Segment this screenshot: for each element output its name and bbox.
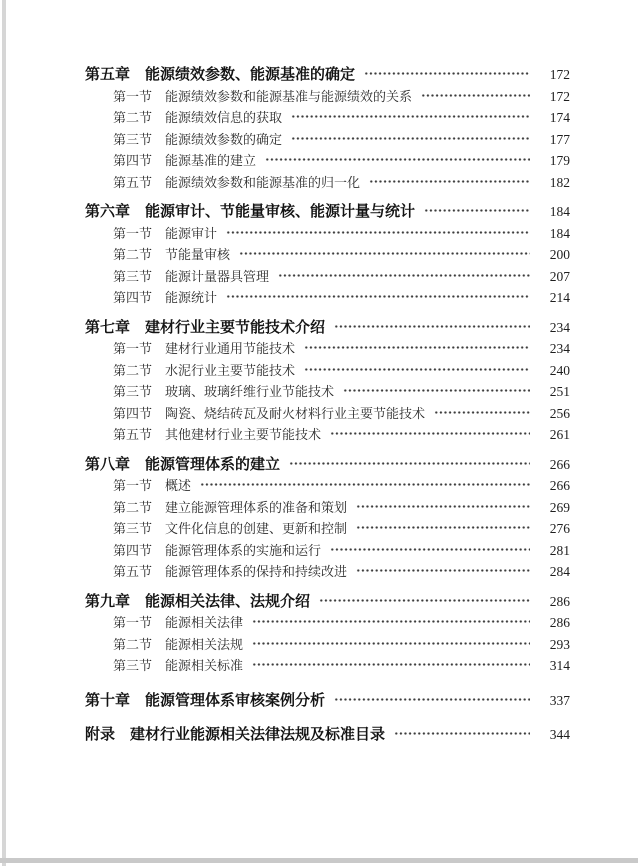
chapter-title: 能源审计、节能量审核、能源计量与统计 bbox=[145, 203, 416, 220]
section-page-number: 261 bbox=[549, 427, 570, 442]
dot-leader bbox=[289, 462, 530, 465]
dot-leader bbox=[434, 411, 530, 414]
section-title: 能源相关标准 bbox=[165, 658, 244, 673]
section-title: 陶瓷、烧结砖瓦及耐火材料行业主要节能技术 bbox=[165, 405, 426, 421]
section-title: 能源基准的建立 bbox=[165, 153, 257, 168]
toc-section-row bbox=[85, 223, 570, 245]
section-page-number: 251 bbox=[549, 384, 570, 399]
dot-leader bbox=[252, 620, 530, 623]
section-label: 第四节 bbox=[113, 153, 153, 168]
section-label: 第一节 bbox=[113, 478, 153, 493]
toc-chapter-row bbox=[85, 724, 570, 746]
section-title: 能源统计 bbox=[165, 290, 218, 305]
section-title: 能源审计 bbox=[165, 225, 218, 241]
toc-chapter-block bbox=[85, 591, 570, 677]
section-title: 能源绩效参数和能源基准的归一化 bbox=[165, 174, 361, 190]
toc-section-row bbox=[85, 634, 570, 656]
dot-leader bbox=[334, 325, 530, 328]
dot-leader bbox=[291, 137, 530, 140]
chapter-page-number: 344 bbox=[549, 727, 570, 742]
toc-chapter-row bbox=[85, 317, 570, 339]
section-title: 概述 bbox=[165, 478, 192, 493]
section-page-number: 256 bbox=[549, 405, 570, 421]
section-title: 其他建材行业主要节能技术 bbox=[165, 427, 322, 442]
section-label: 第三节 bbox=[113, 658, 153, 673]
section-title: 水泥行业主要节能技术 bbox=[165, 362, 296, 378]
section-page-number: 214 bbox=[549, 290, 570, 305]
dot-leader bbox=[252, 642, 530, 645]
toc-chapter-row bbox=[85, 454, 570, 476]
section-page-number: 184 bbox=[549, 225, 570, 241]
section-title: 能源管理体系的保持和持续改进 bbox=[165, 564, 348, 579]
section-label: 第二节 bbox=[113, 247, 153, 262]
section-label: 第二节 bbox=[113, 362, 153, 378]
dot-leader bbox=[424, 209, 530, 212]
section-page-number: 174 bbox=[549, 110, 570, 125]
chapter-label: 第十章 bbox=[85, 691, 131, 709]
section-label: 第一节 bbox=[113, 88, 153, 104]
dot-leader bbox=[394, 732, 530, 735]
dot-leader bbox=[330, 548, 530, 551]
toc-chapter-row bbox=[85, 64, 570, 86]
section-title: 能源计量器具管理 bbox=[165, 268, 270, 284]
toc-chapter-block bbox=[85, 317, 570, 446]
section-label: 第一节 bbox=[113, 341, 153, 356]
chapter-sections bbox=[85, 223, 570, 309]
dot-leader bbox=[343, 389, 530, 392]
section-title: 能源绩效参数的确定 bbox=[165, 131, 283, 147]
chapter-page-number: 286 bbox=[549, 593, 570, 609]
section-page-number: 207 bbox=[549, 268, 570, 284]
chapter-label: 第八章 bbox=[85, 455, 131, 473]
section-label: 第二节 bbox=[113, 110, 153, 125]
scan-edge-left bbox=[2, 0, 6, 866]
section-title: 建材行业通用节能技术 bbox=[165, 341, 296, 356]
dot-leader bbox=[252, 663, 530, 666]
chapter-label: 第六章 bbox=[85, 203, 131, 220]
dot-leader bbox=[319, 599, 530, 602]
toc-section-row bbox=[85, 172, 570, 194]
section-label: 第四节 bbox=[113, 405, 153, 421]
section-title: 节能量审核 bbox=[165, 247, 231, 262]
toc-chapter-row bbox=[85, 201, 570, 223]
toc-chapter-block bbox=[85, 201, 570, 309]
dot-leader bbox=[278, 274, 530, 277]
toc-section-row bbox=[85, 403, 570, 425]
section-page-number: 269 bbox=[549, 499, 570, 515]
section-title: 文件化信息的创建、更新和控制 bbox=[165, 521, 348, 536]
section-page-number: 182 bbox=[549, 174, 570, 190]
section-label: 第一节 bbox=[113, 225, 153, 241]
section-page-number: 240 bbox=[549, 362, 570, 378]
toc-section-row bbox=[85, 287, 570, 309]
dot-leader bbox=[334, 698, 530, 701]
section-label: 第二节 bbox=[113, 499, 153, 515]
toc-chapter-block bbox=[85, 690, 570, 712]
toc-section-row bbox=[85, 475, 570, 497]
chapter-sections bbox=[85, 612, 570, 677]
toc-section-row bbox=[85, 561, 570, 583]
section-label: 第四节 bbox=[113, 290, 153, 305]
toc-section-row bbox=[85, 107, 570, 129]
toc-section-row bbox=[85, 381, 570, 403]
section-page-number: 281 bbox=[549, 542, 570, 558]
toc-section-row bbox=[85, 612, 570, 634]
chapter-sections bbox=[85, 338, 570, 446]
section-page-number: 234 bbox=[549, 341, 570, 356]
chapter-page-number: 337 bbox=[549, 692, 570, 708]
chapter-label: 第五章 bbox=[85, 66, 131, 83]
chapter-sections bbox=[85, 475, 570, 583]
chapter-label: 第九章 bbox=[85, 592, 131, 610]
section-page-number: 177 bbox=[549, 131, 570, 147]
toc-section-row bbox=[85, 150, 570, 172]
dot-leader bbox=[226, 231, 530, 234]
dot-leader bbox=[356, 569, 530, 572]
chapter-page-number: 234 bbox=[549, 319, 570, 335]
section-title: 能源绩效参数和能源基准与能源绩效的关系 bbox=[165, 88, 413, 104]
scan-edge-bottom bbox=[0, 858, 638, 863]
section-title: 能源相关法规 bbox=[165, 636, 244, 652]
chapter-title: 建材行业能源相关法律法规及标准目录 bbox=[130, 726, 386, 743]
dot-leader bbox=[200, 483, 530, 486]
dot-leader bbox=[226, 295, 530, 298]
section-label: 第二节 bbox=[113, 636, 153, 652]
dot-leader bbox=[239, 252, 530, 255]
section-page-number: 200 bbox=[549, 247, 570, 262]
section-label: 第三节 bbox=[113, 131, 153, 147]
toc-section-row bbox=[85, 129, 570, 151]
section-label: 第三节 bbox=[113, 384, 153, 399]
section-page-number: 284 bbox=[549, 564, 570, 579]
dot-leader bbox=[364, 72, 530, 75]
section-label: 第三节 bbox=[113, 521, 153, 536]
section-page-number: 286 bbox=[549, 615, 570, 630]
chapter-page-number: 184 bbox=[549, 204, 570, 219]
chapter-title: 能源绩效参数、能源基准的确定 bbox=[145, 66, 356, 83]
section-label: 第三节 bbox=[113, 268, 153, 284]
dot-leader bbox=[304, 346, 530, 349]
toc-section-row bbox=[85, 518, 570, 540]
toc-section-row bbox=[85, 338, 570, 360]
toc-section-row bbox=[85, 540, 570, 562]
chapter-title: 能源相关法律、法规介绍 bbox=[145, 592, 311, 610]
section-page-number: 172 bbox=[549, 88, 570, 104]
dot-leader bbox=[421, 94, 530, 97]
toc-chapter-block bbox=[85, 454, 570, 583]
section-title: 能源相关法律 bbox=[165, 615, 244, 630]
chapter-page-number: 172 bbox=[549, 67, 570, 82]
dot-leader bbox=[265, 158, 530, 161]
toc-section-row bbox=[85, 655, 570, 677]
chapter-sections bbox=[85, 86, 570, 194]
chapter-label: 第七章 bbox=[85, 318, 131, 336]
toc-section-row bbox=[85, 424, 570, 446]
section-title: 建立能源管理体系的准备和策划 bbox=[165, 499, 348, 515]
section-label: 第四节 bbox=[113, 542, 153, 558]
dot-leader bbox=[356, 505, 530, 508]
toc-list bbox=[85, 64, 570, 746]
toc-section-row bbox=[85, 360, 570, 382]
chapter-page-number: 266 bbox=[549, 456, 570, 472]
section-page-number: 314 bbox=[549, 658, 570, 673]
toc-chapter-block bbox=[85, 724, 570, 746]
section-page-number: 266 bbox=[549, 478, 570, 493]
section-page-number: 293 bbox=[549, 636, 570, 652]
section-label: 第一节 bbox=[113, 615, 153, 630]
section-title: 玻璃、玻璃纤维行业节能技术 bbox=[165, 384, 335, 399]
toc-section-row bbox=[85, 86, 570, 108]
dot-leader bbox=[304, 368, 530, 371]
chapter-title: 能源管理体系审核案例分析 bbox=[145, 691, 326, 709]
chapter-title: 建材行业主要节能技术介绍 bbox=[145, 318, 326, 336]
section-label: 第五节 bbox=[113, 427, 153, 442]
section-page-number: 179 bbox=[549, 153, 570, 168]
section-label: 第五节 bbox=[113, 174, 153, 190]
dot-leader bbox=[356, 526, 530, 529]
toc-section-row bbox=[85, 266, 570, 288]
dot-leader bbox=[291, 115, 530, 118]
toc-chapter-block bbox=[85, 64, 570, 193]
section-title: 能源管理体系的实施和运行 bbox=[165, 542, 322, 558]
section-page-number: 276 bbox=[549, 521, 570, 536]
toc-section-row bbox=[85, 497, 570, 519]
section-label: 第五节 bbox=[113, 564, 153, 579]
toc-chapter-row bbox=[85, 591, 570, 613]
toc-chapter-row bbox=[85, 690, 570, 712]
section-title: 能源绩效信息的获取 bbox=[165, 110, 283, 125]
dot-leader bbox=[369, 180, 530, 183]
chapter-label: 附录 bbox=[85, 726, 116, 743]
toc-section-row bbox=[85, 244, 570, 266]
chapter-title: 能源管理体系的建立 bbox=[145, 455, 281, 473]
dot-leader bbox=[330, 432, 530, 435]
